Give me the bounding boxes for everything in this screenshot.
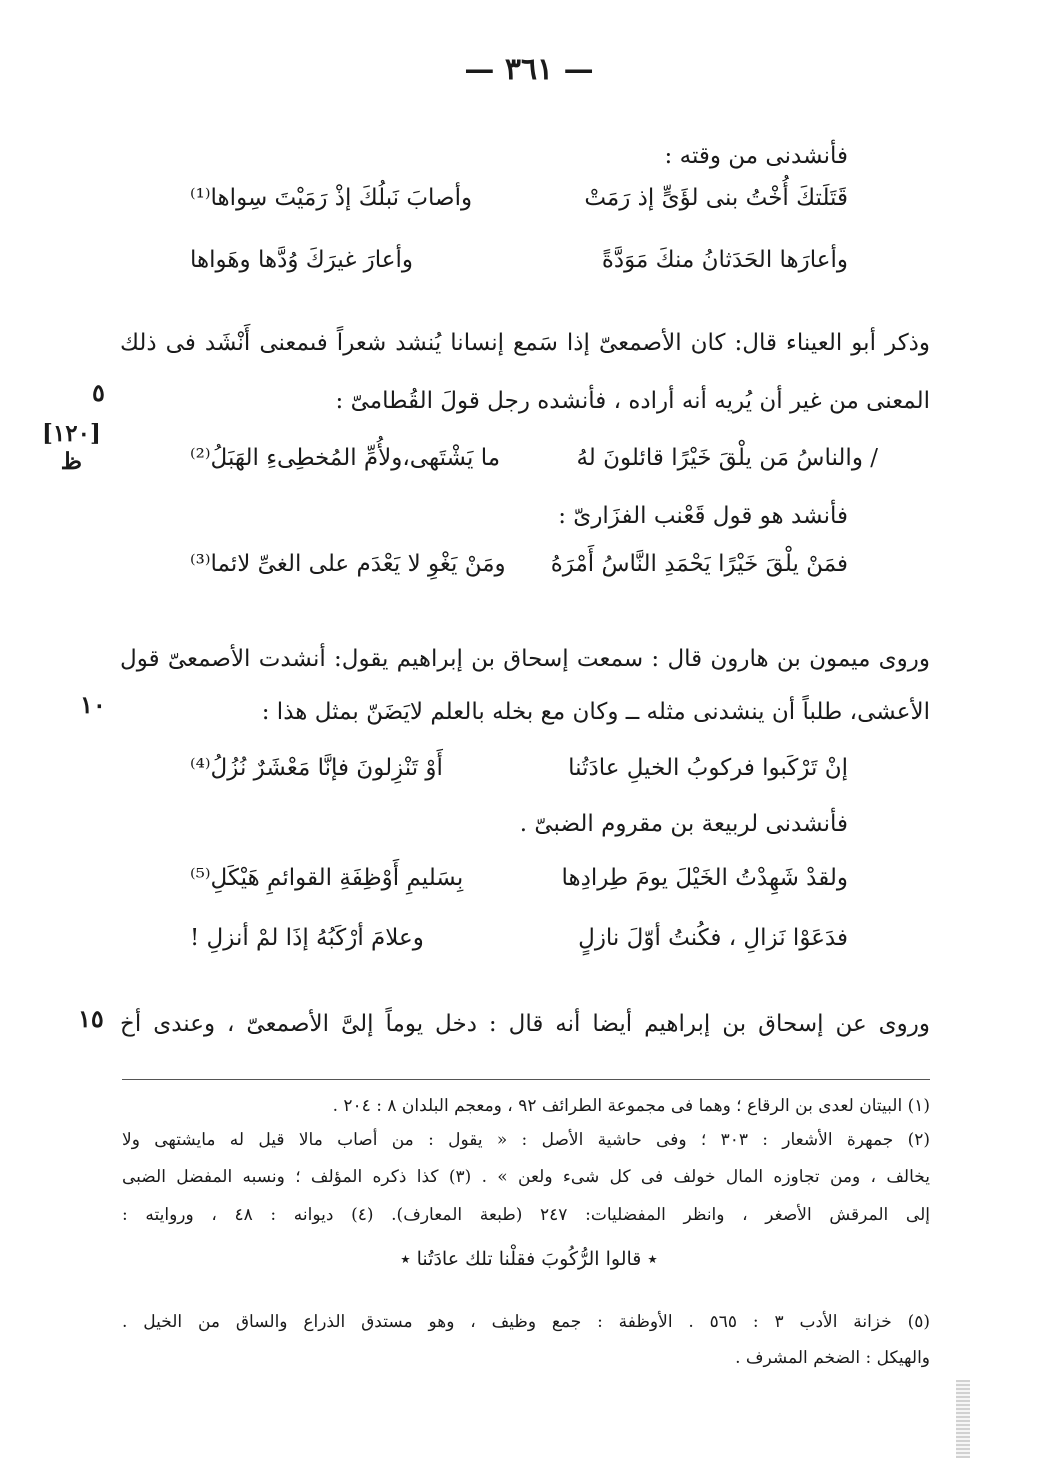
folio-number: [١٢٠ [42,420,90,447]
line-number-5: ٥ [92,378,105,407]
verse-second-hemistich: بِسَليمِ أَوْظِفَةِ القوائمِ هَيْكَلِ⁽⁵⁾ [190,865,464,891]
paragraph-line: وروى ميمون بن هارون قال : سمعت إسحاق بن إبراهيم يقول: أنشدت الأصمعىّ قول [120,646,930,672]
footnote-4-verse: ٭ قالوا الرُّكُوبَ فقلْنا تلك عادَتُنا ٭ [400,1248,658,1270]
paragraph-line: المعنى من غير أن يُريه أنه أراده ، فأنشده رجل قولَ القُطامىّ : [335,388,930,414]
intro-line: فأنشدنى لربيعة بن مقروم الضبىّ . [519,811,848,837]
footnote-5-line: والهيكل : الضخم المشرف . [735,1348,930,1368]
verse-line [190,546,848,582]
footnote-2-line: إلى المرقش الأصغر ، وانظر المفضليات: ٢٤٧ (طبعة المعارف). (٤) ديوانه : ٤٨ ، وروايته : [122,1205,930,1225]
paragraph-line: وذكر أبو العيناء قال: كان الأصمعىّ إذا سَمع إنسانا يُنشد شعراً فىمعنى أَنْشَد فى ذلك [120,330,930,356]
verse-second-hemistich: وعلامَ أرْكَبُهُ إذَا لمْ أنزلِ ! [190,925,424,951]
intro-line: فأنشد هو قول قَعْنب الفزَارىّ : [558,503,848,529]
page-number: — ٣٦١ — [464,52,594,87]
verse-second-hemistich: ما يَشْتَهى،ولأُمِّ المُخطِىءِ الهَبَلُ⁽²⁾ [190,445,501,471]
verse-line [190,920,848,956]
verse-second-hemistich: أَوْ تَنْزِلونَ فإنَّا مَعْشَرٌ نُزُلُ⁽⁴⁾ [190,755,443,781]
verse-line [190,440,878,476]
verse-first-hemistich: فدَعَوْا نَزالِ ، فكُنتُ أوّلَ نازلٍ [578,925,848,951]
footnote-5-line: (٥) خزانة الأدب ٣ : ٥٦٥ . الأوظفة : جمع وظيف ، وهو مستدق الذراع والساق من الخيل . [122,1312,930,1332]
footnote-2-line: (٢) جمهرة الأشعار : ٣٠٣ ؛ وفى حاشية الأصل : « يقول : من أصاب مالا قيل له مايشتهى ولا [122,1130,930,1150]
footnote-1: (١) البيتان لعدى بن الرقاع ؛ وهما فى مجموعة الطرائف ٩٢ ، ومعجم البلدان ٨ : ٢٠٤ . [332,1096,930,1116]
folio-side: ظ [60,448,83,475]
paragraph-line: الأعشى، طلباً أن ينشدنى مثله ــ وكان مع بخله بالعلم لايَضَنّ بمثل هذا : [261,699,930,725]
verse-line [190,860,848,896]
verse-second-hemistich: وأصابَ نَبلُكَ إذْ رَمَيْتَ سِواها⁽¹⁾ [190,185,473,211]
verse-first-hemistich: / والناسُ مَن يلْقَ خَيْرًا قائلونَ لهُ [576,445,878,471]
intro-line: فأنشدنى من وقته : [664,143,848,169]
folio-marker: [١٢٠] ظ [42,420,101,475]
paragraph-line: وروى عن إسحاق بن إبراهيم أيضا أنه قال : دخل يوماً إلىَّ الأصمعىّ ، وعندى أخ [120,1011,930,1037]
line-number-10: ١٠ [80,690,106,719]
scan-artifact [956,1380,970,1458]
verse-first-hemistich: ولقدْ شَهِدْتُ الخَيْلَ يومَ طِرادِها [561,865,848,891]
verse-line [190,242,848,278]
verse-second-hemistich: وأعارَ غيرَكَ وُدَّها وهَواها [190,247,414,273]
verse-second-hemistich: ومَنْ يَغْوِ لا يَعْدَم على الغىِّ لائما⁽³⁾ [190,551,506,577]
verse-first-hemistich: فمَنْ يلْقَ خَيْرًا يَحْمَدِ النَّاسُ أَمْرَهُ [550,551,848,577]
verse-first-hemistich: وأعارَها الحَدَثانُ منكَ مَوَدَّةً [601,247,848,273]
footnote-2-line: يخالف ، ومن تجاوزه المال خولف فى كل شىء ولعن » . (٣) كذا ذكره المؤلف ؛ ونسبه المفضل الضبى [122,1167,931,1187]
verse-line [190,750,848,786]
verse-first-hemistich: إنْ تَرْكَبوا فركوبُ الخيلِ عادَتُنا [568,755,848,781]
line-number-15: ١٥ [78,1004,104,1033]
footnote-separator [122,1079,930,1080]
verse-line [190,180,848,216]
verse-first-hemistich: قَتَلَتكَ أُخْتُ بنى لؤَىٍّ إذ رَمَتْ [584,185,848,211]
